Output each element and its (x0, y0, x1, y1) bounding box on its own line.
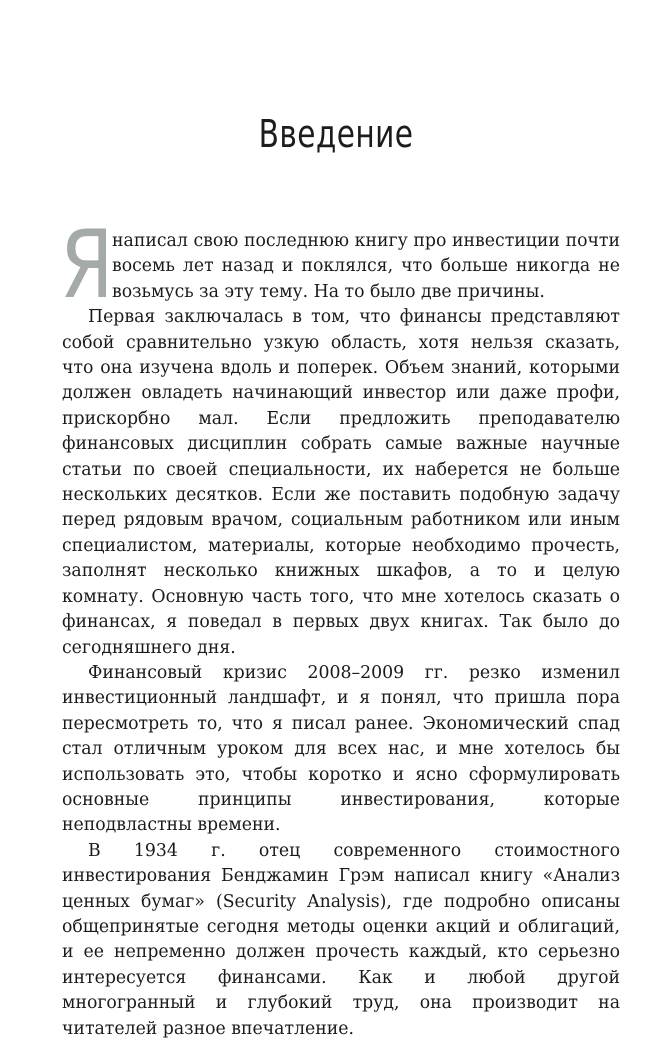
body-text (60, 211, 620, 1042)
paragraph-2: Первая заключалась в том, что финансы представляют собой сравнительно узкую область, хотя нельзя сказать, что она изучена вдоль и поперек. Объем знаний, которыми должен овладеть начинающий инвестор или даже профи, прискорбно мал. Если предложить преподавателю финансовых дисциплин собрать самые важные научные статьи по своей специальности, их наберется не больше нескольких десятков. Если же поставить подобную задачу перед рядовым врачом, социальным работником или иным специалистом, материалы, которые необходимо прочесть, заполнят несколько книжных шкафов, а то и целую комнату. Основную часть того, что мне хотелось сказать о финансах, я поведал в первых двух книгах. Так было до сегодняшнего дня. (62, 307, 620, 658)
chapter-title: Введение (258, 112, 414, 156)
paragraph-4: В 1934 г. отец современного стоимостного инвестирования Бенджамин Грэм написал книгу «Анализ ценных бумаг» (Security Analysis), где подробно описаны общепринятые сегодня методы оценки акций и облигаций, и ее непременно должен прочесть каждый, кто серьезно интересуется финансами. Как и любой другой многогранный и глубокий труд, она производит на читателей разное впечатление. (62, 840, 620, 1039)
drop-cap: Я (60, 211, 114, 320)
paragraph-1-text: написал свою последнюю книгу про инвестиции почти восемь лет назад и поклялся, что больше никогда не возьмусь за эту тему. На то было две причины. (112, 231, 620, 302)
paragraph-1 (60, 211, 620, 320)
paragraph-3: Финансовый кризис 2008–2009 гг. резко изменил инвестиционный ландшафт, и я понял, что пришла пора пересмотреть то, что я писал ранее. Экономический спад стал отличным уроком для всех нас, и мне хотелось бы использовать это, чтобы коротко и ясно сформулировать основные принципы инвестирования, которые неподвластны времени. (62, 662, 620, 836)
